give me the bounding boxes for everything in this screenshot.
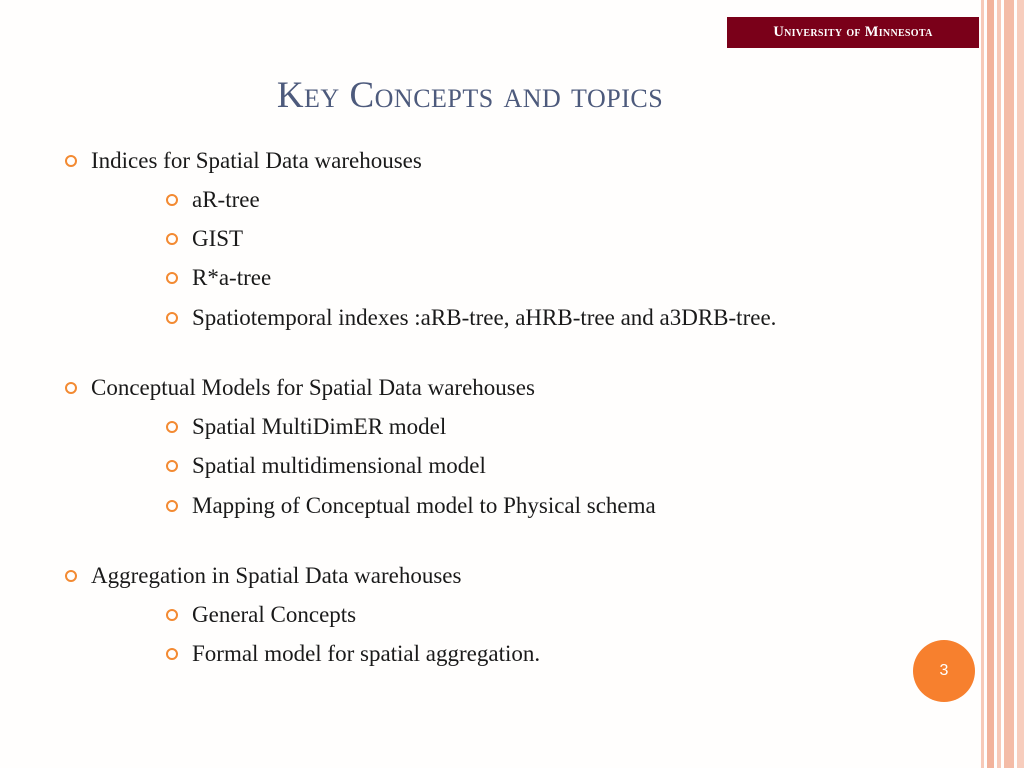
bullet-icon: [166, 648, 178, 660]
list-item-text: GIST: [192, 226, 244, 251]
list-item-level2: [166, 187, 260, 213]
list-item-level1: [65, 563, 461, 589]
list-item-level2: [166, 305, 776, 331]
list-item-level2: [166, 641, 540, 667]
section-heading: Aggregation in Spatial Data warehouses: [91, 563, 462, 588]
list-item-text: Formal model for spatial aggregation.: [192, 641, 541, 666]
list-item-text: Mapping of Conceptual model to Physical schema: [192, 493, 656, 518]
list-item-level2: [166, 602, 356, 628]
section-heading: Conceptual Models for Spatial Data warehouses: [91, 375, 535, 400]
bullet-icon: [166, 194, 178, 206]
page-number-badge: 3: [913, 640, 975, 702]
bullet-icon: [65, 570, 77, 582]
university-logo: University of Minnesota: [727, 17, 979, 48]
bullet-icon: [166, 500, 178, 512]
bullet-icon: [65, 382, 77, 394]
decorative-stripe: [987, 0, 994, 768]
list-item-text: R*a-tree: [192, 265, 272, 290]
bullet-icon: [166, 421, 178, 433]
list-item-text: Spatial multidimensional model: [192, 453, 486, 478]
list-item-level1: [65, 375, 535, 401]
bullet-icon: [166, 272, 178, 284]
decorative-stripe: [1004, 0, 1014, 768]
list-item-text: aR-tree: [192, 187, 260, 212]
bullet-icon: [166, 460, 178, 472]
decorative-stripe: [997, 0, 1001, 768]
bullet-icon: [65, 155, 77, 167]
list-item-level2: [166, 265, 271, 291]
section-heading: Indices for Spatial Data warehouses: [91, 148, 422, 173]
list-item-level1: [65, 148, 422, 174]
decorative-stripe: [1017, 0, 1024, 768]
bullet-icon: [166, 312, 178, 324]
list-item-level2: [166, 414, 446, 440]
bullet-icon: [166, 609, 178, 621]
list-item-level2: [166, 453, 486, 479]
bullet-icon: [166, 233, 178, 245]
list-item-text: General Concepts: [192, 602, 357, 627]
list-item-level2: [166, 493, 656, 519]
slide-title: Key Concepts and topics: [276, 75, 664, 116]
list-item-text: Spatiotemporal indexes :aRB-tree, aHRB-tree and a3DRB-tree.: [192, 305, 777, 330]
decorative-stripe: [981, 0, 984, 768]
list-item-text: Spatial MultiDimER model: [192, 414, 447, 439]
list-item-level2: [166, 226, 243, 252]
